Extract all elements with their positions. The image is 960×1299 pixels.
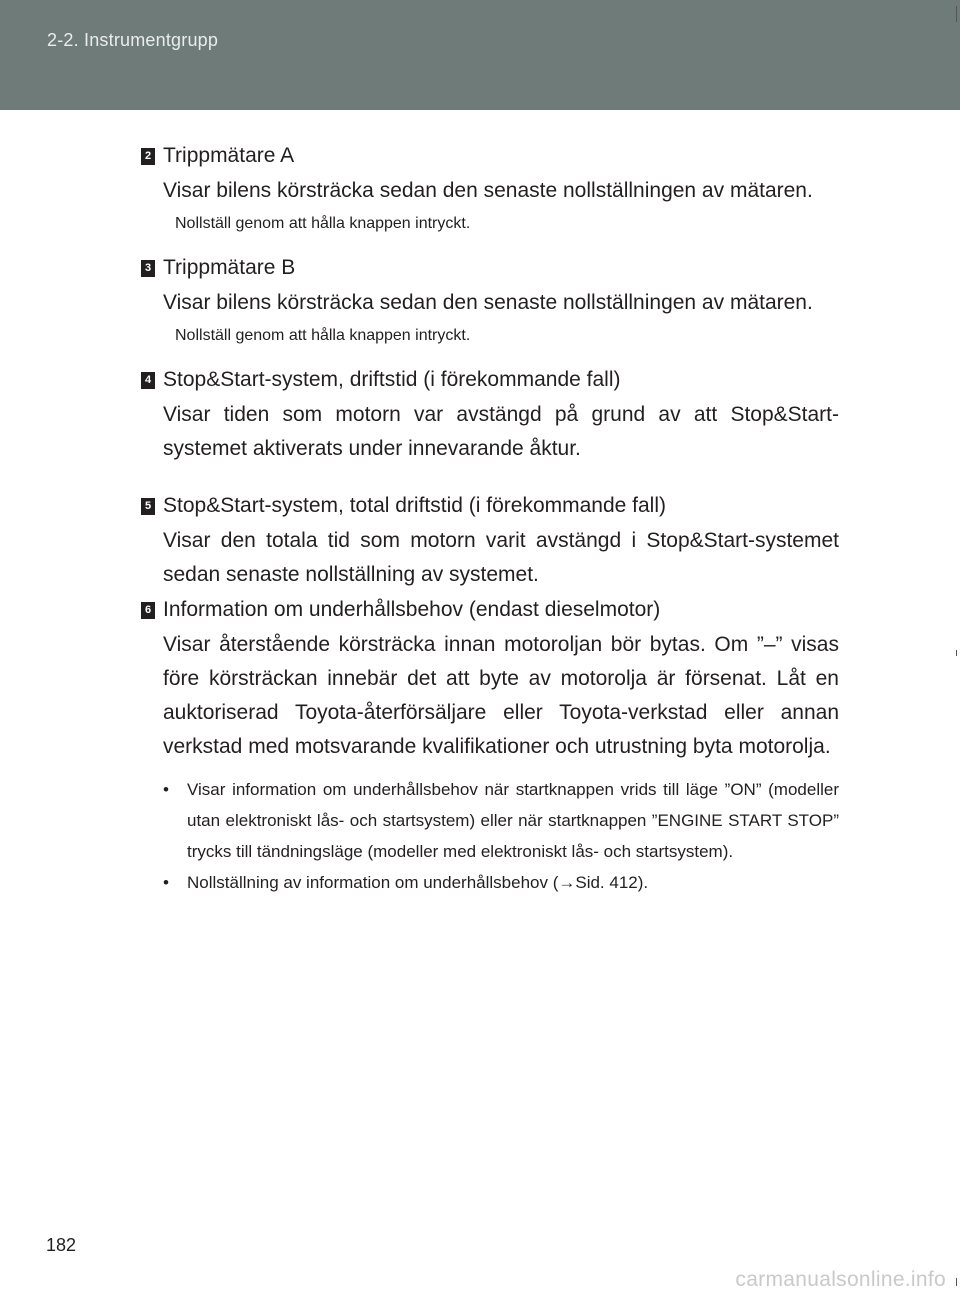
item-description: Visar den totala tid som motorn varit avstängd i Stop&Start-systemet sedan senaste nollställning av systemet. xyxy=(163,529,839,586)
item-description: Visar tiden som motorn var avstängd på grund av att Stop&Start-systemet aktiverats under innevarande åktur. xyxy=(163,403,839,460)
item-title: Trippmätare B xyxy=(163,256,296,279)
item-heading xyxy=(141,594,839,626)
bullet-symbol: • xyxy=(163,873,169,892)
item-trip-b xyxy=(141,252,839,348)
number-badge: 3 xyxy=(141,260,155,277)
item-heading xyxy=(141,140,839,172)
bullet-symbol: • xyxy=(163,780,169,799)
item-heading xyxy=(141,490,839,522)
item-title: Trippmätare A xyxy=(163,144,295,167)
number-badge: 2 xyxy=(141,148,155,165)
item-description: Visar bilens körsträcka sedan den senaste nollställningen av mätaren. xyxy=(163,291,813,314)
bullet-text: Nollställning av information om underhållsbehov (→Sid. 412). xyxy=(187,873,649,892)
bullet-item xyxy=(163,867,839,898)
item-heading xyxy=(141,364,839,396)
bullet-item xyxy=(163,774,839,867)
watermark: carmanualsonline.info xyxy=(735,1268,946,1291)
item-title: Information om underhållsbehov (endast dieselmotor) xyxy=(163,598,661,621)
section-title: 2-2. Instrumentgrupp xyxy=(47,30,219,50)
number-badge: 6 xyxy=(141,602,155,619)
crop-mark-bottom xyxy=(956,1278,957,1286)
item-heading xyxy=(141,252,839,284)
item-note: Nollställ genom att hålla knappen intryckt. xyxy=(175,327,471,344)
bullet-list xyxy=(163,774,839,898)
page-number: 182 xyxy=(46,1235,77,1255)
item-description: Visar återstående körsträcka innan motoroljan bör bytas. Om ”–” visas före körsträckan innebär det att byte av motorolja är försenat. Låt en auktoriserad Toyota-återförsäljare eller Toyota-verkstad eller annan verkstad med motsvarande kvalifikationer och utrustning byta motorolja. xyxy=(163,633,839,758)
item-note: Nollställ genom att hålla knappen intryckt. xyxy=(175,215,471,232)
header-band xyxy=(0,0,960,110)
number-badge: 5 xyxy=(141,498,155,515)
bullet-text: Visar information om underhållsbehov när startknappen vrids till läge ”ON” (modeller utan elektroniskt lås- och startsystem) eller när startknappen ”ENGINE START STOP” trycks till tändningsläge (modeller med elektroniskt lås- och startsystem). xyxy=(187,780,839,861)
item-maintenance-info xyxy=(141,594,839,898)
content xyxy=(141,140,839,898)
item-description: Visar bilens körsträcka sedan den senaste nollställningen av mätaren. xyxy=(163,179,813,202)
item-stop-start-total xyxy=(141,490,839,592)
number-badge: 4 xyxy=(141,372,155,389)
item-stop-start-time xyxy=(141,364,839,466)
item-title: Stop&Start-system, driftstid (i förekommande fall) xyxy=(163,368,621,391)
crop-mark-middle xyxy=(956,650,957,656)
item-title: Stop&Start-system, total driftstid (i förekommande fall) xyxy=(163,494,667,517)
item-trip-a xyxy=(141,140,839,236)
crop-mark-top xyxy=(956,6,957,22)
